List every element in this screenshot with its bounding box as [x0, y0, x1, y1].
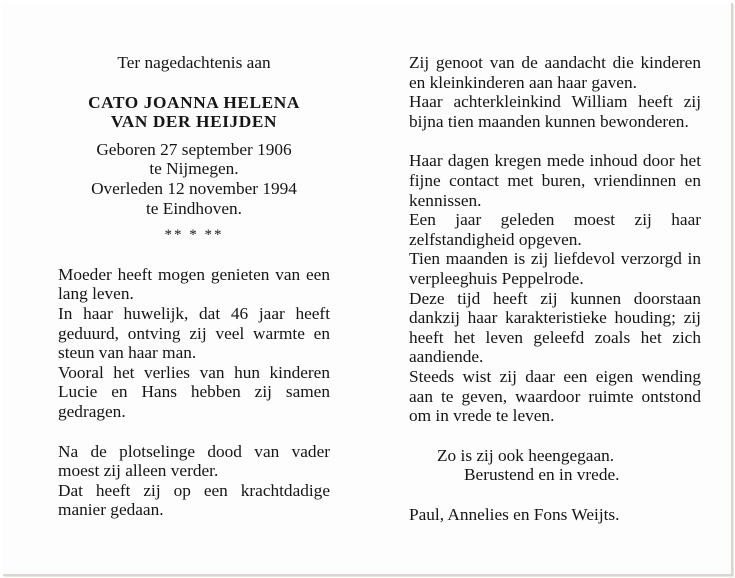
closing-line-2: Berustend en in vrede. — [464, 465, 620, 485]
paragraph-father-death: Na de plotselinge dood van vader moest zij alleen verder. — [58, 441, 330, 481]
name-line-1: CATO JOANNA HELENA — [88, 92, 300, 112]
paragraph-contacts: Haar dagen kregen mede inhoud door het fijne contact met buren, vriendinnen en kennissen. — [409, 151, 701, 210]
death-place: te Eindhoven. — [146, 198, 242, 218]
death-date: Overleden 12 november 1994 — [91, 178, 297, 198]
birth-place: te Nijmegen. — [149, 159, 239, 179]
birth-date: Geboren 27 september 1906 — [96, 139, 292, 159]
separator-stars: ** * ** — [164, 227, 224, 244]
paragraph-strength: Dat heeft zij op een krachtdadige manier gedaan. — [58, 480, 330, 520]
paragraph-great-grandchild: Haar achterkleinkind William heeft zij bijna tien maanden kunnen bewonderen. — [409, 92, 701, 131]
paragraph-long-life: Moeder heeft mogen genieten van een lang leven. — [58, 264, 330, 304]
paragraph-grandchildren: Zij genoot van de aandacht die kinderen en kleinkinderen aan haar gaven. — [409, 53, 701, 92]
left-column — [58, 53, 330, 520]
signature: Paul, Annelies en Fons Weijts. — [409, 504, 620, 524]
memorial-card — [3, 3, 733, 576]
paragraph-independence: Een jaar geleden moest zij haar zelfstandigheid opgeven. — [409, 210, 701, 249]
paragraph-attitude: Deze tijd heeft zij kunnen doorstaan dankzij haar karakteristieke houding; zij heeft het leven geleefd zoals het zich aandiende. — [409, 288, 701, 367]
name-line-2: VAN DER HEIJDEN — [110, 112, 278, 132]
dedication-header: Ter nagedachtenis aan — [117, 53, 271, 72]
paragraph-nursing-home: Tien maanden is zij liefdevol verzorgd in verpleeghuis Peppelrode. — [409, 249, 701, 288]
closing-line-1: Zo is zij ook heengegaan. — [437, 445, 615, 465]
paragraph-peace: Steeds wist zij daar een eigen wending aan te geven, waardoor ruimte ontstond om in vrede te leven. — [409, 366, 701, 426]
paragraph-marriage: In haar huwelijk, dat 46 jaar heeft geduurd, ontving zij veel warmte en steun van haar man. — [58, 303, 330, 363]
right-column — [409, 53, 701, 524]
paragraph-loss: Vooral het verlies van hun kinderen Lucie en Hans hebben zij samen gedragen. — [58, 362, 330, 421]
